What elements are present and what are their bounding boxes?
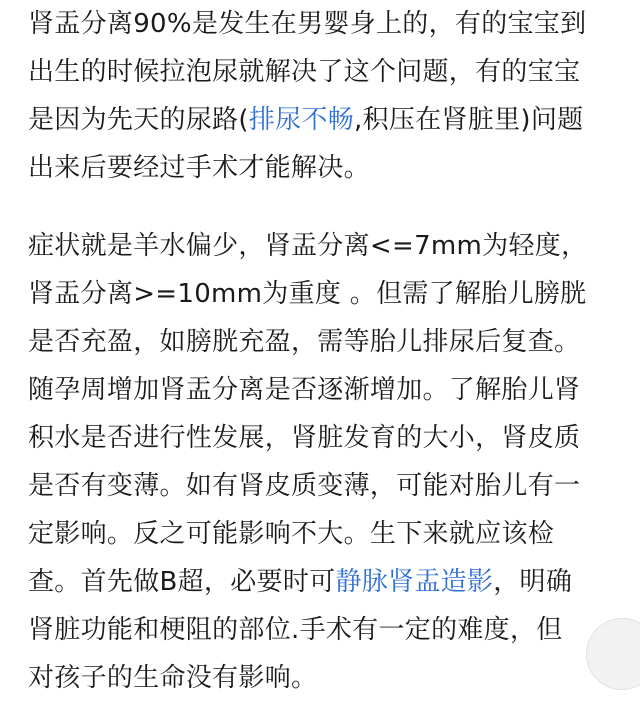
text-line: 出来后要经过手术才能解决。 [28, 153, 370, 183]
text-line [28, 96, 612, 144]
text-line: 症状就是羊水偏少，肾盂分离<=7mm为轻度， [28, 231, 588, 261]
text-line: 肾脏功能和梗阻的部位.手术有一定的难度，但 [28, 615, 563, 645]
text-line: 是否有变薄。如有肾皮质变薄，可能对胎儿有一 [28, 471, 581, 501]
text-line: 是否充盈，如膀胱充盈，需等胎儿排尿后复查。 [28, 327, 581, 357]
text-line: 随孕周增加肾盂分离是否逐渐增加。了解胎儿肾 [28, 375, 581, 405]
paragraph-2 [28, 222, 612, 702]
text-line: 肾盂分离90%是发生在男婴身上的，有的宝宝到 [28, 9, 587, 39]
text-line: 积水是否进行性发展，肾脏发育的大小，肾皮质 [28, 423, 581, 453]
text-line: 对孩子的生命没有影响。 [28, 663, 318, 693]
text-line: 肾盂分离>=10mm为重度 。但需了解胎儿膀胱 [28, 279, 587, 309]
text-line: 定影响。反之可能影响不大。生下来就应该检 [28, 519, 555, 549]
text-segment: ,积压在肾脏里)问题 [354, 105, 584, 135]
text-segment: ，明确 [493, 567, 573, 597]
text-line [28, 558, 612, 606]
text-segment: 查。首先做B超，必要时可 [28, 567, 336, 597]
paragraph-1 [28, 0, 612, 192]
text-line: 出生的时候拉泡尿就解决了这个问题，有的宝宝 [28, 57, 581, 87]
text-segment: 是因为先天的尿路( [28, 105, 249, 135]
link-urination-difficulty[interactable]: 排尿不畅 [248, 105, 355, 135]
link-iv-pyelography[interactable]: 静脉肾盂造影 [335, 567, 494, 597]
article-body [28, 0, 612, 702]
